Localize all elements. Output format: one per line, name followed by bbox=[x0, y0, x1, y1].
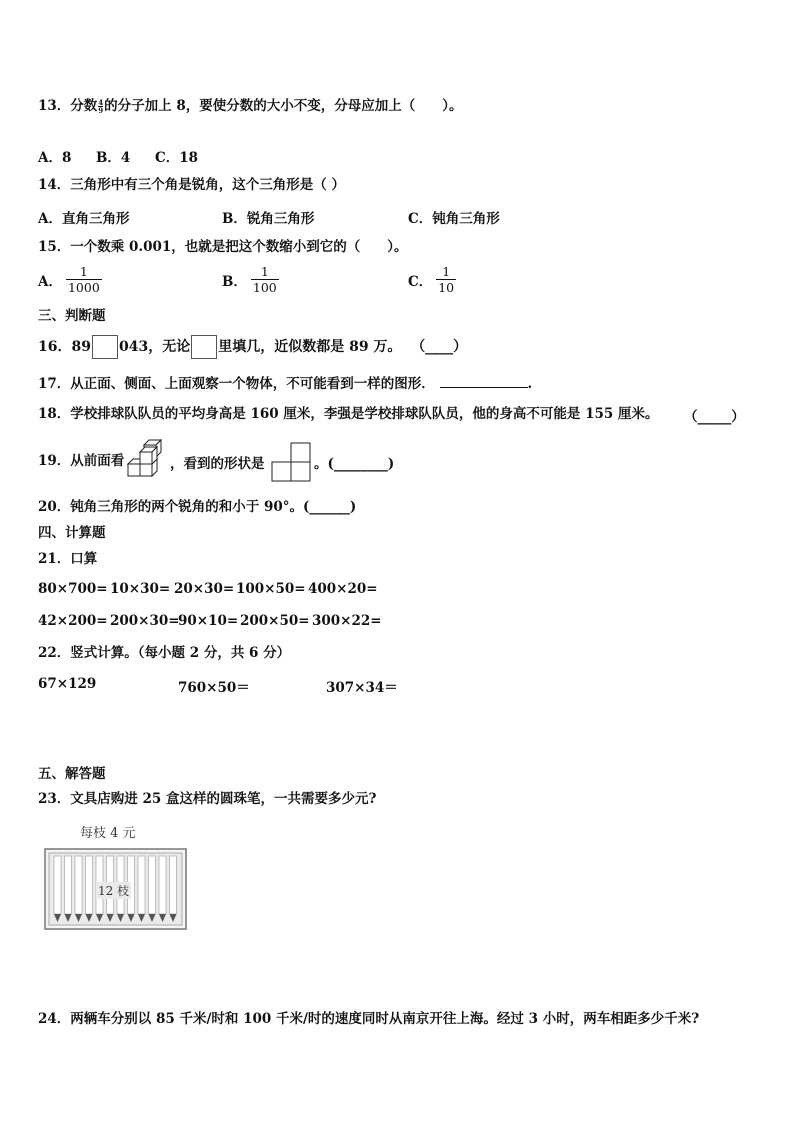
q14-option-c[interactable]: C．钝角三角形 bbox=[408, 211, 500, 227]
question-13 bbox=[38, 97, 463, 115]
q14-option-a[interactable]: A．直角三角形 bbox=[38, 211, 130, 227]
question-20: 20．钝角三角形的两个锐角的和小于 90°。(______) bbox=[38, 499, 357, 515]
section-3-heading: 三、判断题 bbox=[38, 308, 106, 324]
calc-item: 100×50= bbox=[236, 581, 306, 597]
q15-option-b-fraction bbox=[251, 265, 279, 295]
q17-text: 17．从正面、侧面、上面观察一个物体，不可能看到一样的图形． bbox=[38, 376, 435, 392]
q15-option-a-fraction bbox=[66, 265, 102, 295]
vertical-calc-item: 760×50＝ bbox=[178, 680, 250, 696]
q15-option-c-label: C． bbox=[408, 274, 433, 290]
pen-body bbox=[54, 856, 61, 914]
question-24: 24．两辆车分别以 85 千米/时和 100 千米/时的速度同时从南京开往上海。经过 3 小时，两车相距多少千米? bbox=[38, 1011, 700, 1027]
q13-frac-den: 9 bbox=[98, 106, 104, 115]
question-15: 15．一个数乘 0.001，也就是把这个数缩小到它的（ ）。 bbox=[38, 239, 408, 255]
q15-b-num: 1 bbox=[260, 264, 269, 279]
section-4-heading: 四、计算题 bbox=[38, 525, 106, 541]
q18-answer-blank[interactable]: （_____） bbox=[684, 409, 745, 425]
q13-post: 的分子加上 8，要使分数的大小不变，分母应加上（ ）。 bbox=[104, 98, 463, 114]
vertical-calc-item: 67×129 bbox=[38, 676, 97, 692]
calc-item: 42×200= bbox=[38, 613, 108, 629]
question-19-pre: 19．从前面看 bbox=[38, 453, 125, 469]
pen-body bbox=[86, 856, 93, 914]
calc-item: 300×22= bbox=[312, 613, 382, 629]
pen-body bbox=[170, 856, 177, 914]
q15-c-num: 1 bbox=[442, 264, 451, 279]
q13-frac-num: 4 bbox=[98, 98, 104, 107]
q16-part1: 16．89 bbox=[38, 339, 91, 355]
question-16 bbox=[38, 334, 467, 360]
vertical-calc-item: 307×34＝ bbox=[326, 680, 398, 696]
calc-item: 80×700= bbox=[38, 581, 108, 597]
q15-option-c-fraction bbox=[436, 265, 456, 295]
question-19-mid: ，看到的形状是 bbox=[170, 456, 265, 472]
question-23: 23．文具店购进 25 盒这样的圆珠笔，一共需要多少元? bbox=[38, 791, 377, 807]
q16-part3: 里填几，近似数都是 89 万。 bbox=[218, 339, 402, 355]
q15-c-den: 10 bbox=[438, 280, 455, 295]
pen-body bbox=[65, 856, 72, 914]
calc-item: 200×30= bbox=[110, 613, 180, 629]
q15-a-num: 1 bbox=[79, 264, 88, 279]
q15-option-a[interactable] bbox=[38, 265, 102, 295]
q13-option-a[interactable]: A．8 bbox=[38, 150, 72, 166]
calc-item: 90×10= bbox=[178, 613, 239, 629]
question-18: 18．学校排球队队员的平均身高是 160 厘米，李强是学校排球队队员，他的身高不可能是 155 厘米。 bbox=[38, 406, 659, 422]
q13-pre: 分数 bbox=[70, 98, 98, 114]
q16-part2: 043，无论 bbox=[118, 339, 191, 355]
q17-end: . bbox=[527, 376, 533, 392]
pen-body bbox=[149, 856, 156, 914]
q17-answer-blank[interactable] bbox=[440, 375, 528, 388]
question-14: 14．三角形中有三个角是锐角，这个三角形是（ ） bbox=[38, 177, 345, 193]
calc-item: 10×30= bbox=[110, 581, 171, 597]
cube-stack-figure bbox=[124, 438, 166, 480]
q19-answer-blank[interactable]: 。(________) bbox=[314, 456, 395, 472]
q13-option-b[interactable]: B．4 bbox=[96, 150, 131, 166]
section-5-heading: 五、解答题 bbox=[38, 766, 106, 782]
pen-body bbox=[138, 856, 145, 914]
pen-body bbox=[159, 856, 166, 914]
q13-fraction bbox=[98, 99, 103, 114]
pen-box-label: 12 枝 bbox=[98, 884, 130, 898]
q15-b-den: 100 bbox=[252, 280, 277, 295]
q13-option-c[interactable]: C．18 bbox=[155, 150, 199, 166]
question-17 bbox=[38, 375, 532, 393]
calc-item: 20×30= bbox=[174, 581, 235, 597]
question-22: 22．竖式计算。（每小题 2 分，共 6 分） bbox=[38, 645, 291, 661]
question-21: 21．口算 bbox=[38, 551, 98, 567]
q15-a-den: 1000 bbox=[67, 280, 100, 295]
q15-option-a-label: A． bbox=[38, 274, 62, 290]
q13-number: 13． bbox=[38, 98, 71, 114]
q16-answer-box-1[interactable] bbox=[92, 335, 118, 359]
q15-option-b-label: B． bbox=[222, 274, 247, 290]
q16-answer-blank[interactable]: （____） bbox=[411, 339, 468, 355]
pen-body bbox=[75, 856, 82, 914]
front-view-shape bbox=[270, 442, 314, 482]
calc-item: 200×50= bbox=[240, 613, 310, 629]
q14-option-b[interactable]: B．锐角三角形 bbox=[222, 211, 315, 227]
q15-option-c[interactable] bbox=[408, 265, 456, 295]
q15-option-b[interactable] bbox=[222, 265, 279, 295]
price-label: 每枝 4 元 bbox=[80, 826, 136, 841]
calc-item: 400×20= bbox=[308, 581, 378, 597]
q16-answer-box-2[interactable] bbox=[191, 335, 217, 359]
